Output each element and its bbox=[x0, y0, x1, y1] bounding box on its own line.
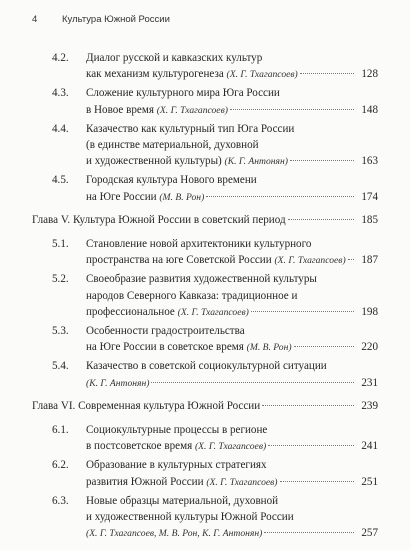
toc-entry-number: 4.2. bbox=[52, 52, 69, 64]
dot-leader bbox=[151, 382, 354, 383]
toc-entry-title-line: Социокультурные процессы в регионе bbox=[86, 424, 268, 437]
toc-entry-author: (Х. Г. Тхагапсоев) bbox=[177, 306, 249, 318]
running-title: Культура Южной России bbox=[62, 14, 170, 25]
toc-entry-6-3 bbox=[32, 493, 378, 543]
dot-leader bbox=[288, 219, 354, 220]
toc-entry-4-2 bbox=[32, 50, 378, 83]
toc-entry-title-line: народов Северного Кавказа: традиционное и bbox=[86, 289, 298, 302]
toc-entry-title-line: Диалог русской и кавказских культур bbox=[86, 52, 263, 64]
chapter-title: Глава VI. Современная культура Южной России bbox=[32, 399, 261, 412]
toc-entry-title-line: на Юге России в советское время bbox=[86, 341, 244, 354]
toc-entry-author: (М. В. Рон) bbox=[159, 191, 205, 203]
toc-entry-page: 187 bbox=[361, 254, 378, 267]
chapter-page: 239 bbox=[361, 399, 378, 412]
toc-entry-title-line: и художественной культуры Южной России bbox=[86, 511, 294, 524]
toc-entry-page: 198 bbox=[361, 305, 378, 318]
toc-entry-author: (Х. Г. Тхагапсоев, М. В. Рон, К. Г. Антонян) bbox=[86, 528, 263, 540]
toc-entry-title-line: Становление новой архитектоники культурного bbox=[86, 238, 312, 251]
toc-entry-title-line: Особенности градостроительства bbox=[86, 325, 245, 338]
page-number: 4 bbox=[32, 14, 38, 25]
toc-entry-author: (Х. Г. Тхагапсоев) bbox=[274, 255, 346, 267]
toc-entry-page: 163 bbox=[361, 155, 378, 168]
toc-entry-6-1 bbox=[32, 422, 378, 455]
dot-leader bbox=[348, 259, 354, 260]
toc-entry-title-line: и художественной культуры) bbox=[86, 155, 222, 168]
toc-entry-title-line: Сложение культурного мира Юга России bbox=[86, 87, 280, 100]
toc-entry-5-4 bbox=[32, 358, 378, 391]
toc-entry-page: 220 bbox=[361, 341, 378, 354]
toc-entry-title-line: пространства на юге Советской России bbox=[86, 254, 272, 267]
dot-leader bbox=[294, 346, 354, 347]
dot-leader bbox=[268, 445, 354, 446]
chapter-page: 185 bbox=[361, 213, 378, 226]
table-of-contents bbox=[32, 50, 378, 542]
toc-entry-page: 251 bbox=[361, 475, 378, 488]
toc-entry-title-line: Своеобразие развития художественной культуры bbox=[86, 273, 317, 286]
toc-entry-title-line: Городская культура Нового времени bbox=[86, 174, 257, 187]
toc-entry-number: 5.1. bbox=[52, 238, 69, 251]
dot-leader bbox=[251, 311, 354, 312]
toc-chapter-5 bbox=[32, 212, 378, 228]
dot-leader bbox=[230, 109, 354, 110]
dot-leader bbox=[300, 73, 354, 74]
toc-entry-page: 174 bbox=[361, 190, 378, 203]
toc-entry-author: (Х. Г. Тхагапсоев) bbox=[206, 476, 278, 488]
toc-entry-title-line: Казачество в советской социокультурной ситуации bbox=[86, 360, 327, 373]
toc-entry-number: 4.3. bbox=[52, 87, 69, 100]
toc-entry-title-line: в постсоветское время bbox=[86, 440, 193, 453]
toc-entry-5-2 bbox=[32, 271, 378, 321]
dot-leader bbox=[206, 196, 354, 197]
toc-entry-number: 6.2. bbox=[52, 459, 69, 472]
toc-entry-4-4 bbox=[32, 121, 378, 171]
toc-entry-title-line: развития Южной России bbox=[86, 475, 204, 488]
toc-entry-author: (Х. Г. Тхагапсоев) bbox=[226, 69, 298, 81]
toc-entry-title-line: профессиональное bbox=[86, 305, 175, 318]
toc-entry-page: 231 bbox=[361, 376, 378, 389]
toc-entry-number: 5.3. bbox=[52, 325, 69, 338]
toc-entry-number: 5.4. bbox=[52, 360, 69, 373]
toc-entry-title-line: на Юге России bbox=[86, 190, 157, 203]
running-header bbox=[32, 14, 378, 32]
toc-entry-5-3 bbox=[32, 323, 378, 356]
toc-entry-4-5 bbox=[32, 172, 378, 205]
toc-entry-5-1 bbox=[32, 236, 378, 269]
toc-entry-4-3 bbox=[32, 85, 378, 118]
dot-leader bbox=[290, 160, 354, 161]
dot-leader bbox=[264, 532, 354, 533]
toc-entry-author: (М. В. Рон) bbox=[246, 342, 292, 354]
toc-entry-title-line: Образование в культурных стратегиях bbox=[86, 459, 267, 472]
toc-entry-6-2 bbox=[32, 457, 378, 490]
toc-entry-number: 4.4. bbox=[52, 122, 69, 135]
toc-entry-number: 6.3. bbox=[52, 494, 69, 507]
toc-entry-number: 4.5. bbox=[52, 174, 69, 187]
toc-entry-title-line: как механизм культурогенеза bbox=[86, 68, 224, 81]
toc-entry-title-line: (в единстве материальной, духовной bbox=[86, 139, 259, 152]
toc-chapter-6 bbox=[32, 398, 378, 414]
dot-leader bbox=[280, 481, 354, 482]
toc-entry-author: (Х. Г. Тхагапсоев) bbox=[194, 441, 267, 453]
toc-entry-author: (Х. Г. Тхагапсоев) bbox=[156, 104, 228, 116]
toc-entry-page: 148 bbox=[361, 103, 378, 116]
toc-entry-page: 257 bbox=[361, 527, 378, 540]
toc-entry-number: 5.2. bbox=[52, 273, 69, 286]
toc-entry-title-line: в Новое время bbox=[86, 103, 154, 116]
toc-entry-page: 241 bbox=[361, 440, 378, 453]
toc-entry-title-line: Казачество как культурный тип Юга России bbox=[86, 122, 295, 135]
toc-entry-author: (К. Г. Антонян) bbox=[86, 377, 150, 389]
chapter-title: Глава V. Культура Южной России в советский период bbox=[32, 213, 286, 226]
dot-leader bbox=[262, 405, 354, 406]
toc-entry-number: 6.1. bbox=[52, 424, 69, 437]
toc-entry-title-line: Новые образцы материальной, духовной bbox=[86, 494, 279, 507]
toc-entry-author: (К. Г. Антонян) bbox=[224, 156, 288, 168]
toc-entry-page: 128 bbox=[361, 68, 378, 81]
